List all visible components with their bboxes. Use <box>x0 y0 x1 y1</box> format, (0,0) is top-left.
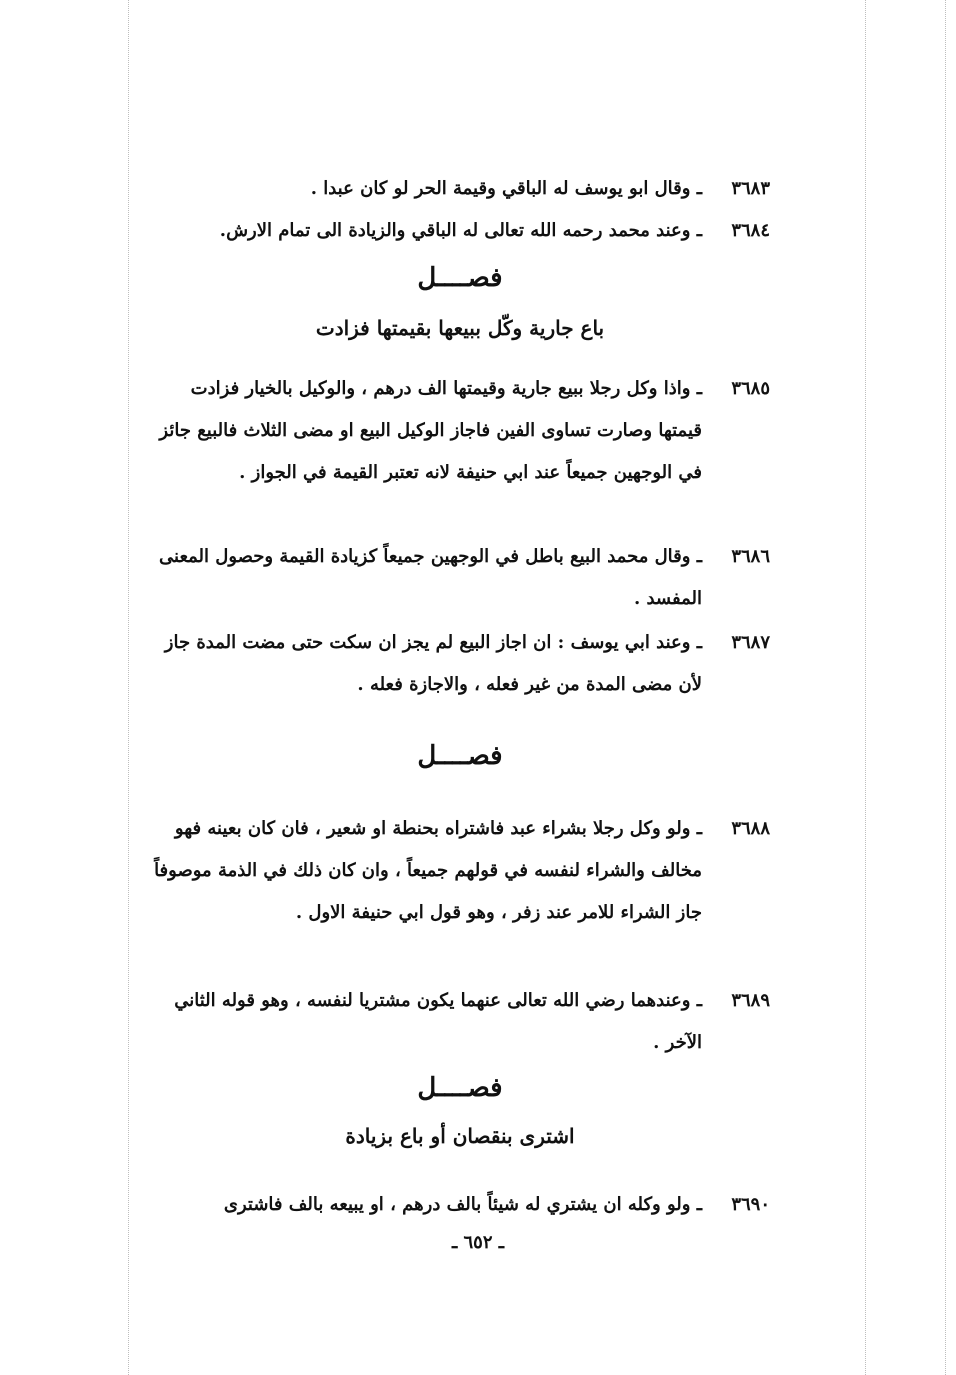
entry-number: ٣٦٨٦ <box>731 546 770 567</box>
section-subheading: باع جارية وكّل ببيعها بقيمتها فزادت <box>315 316 605 340</box>
entry-text: ـ واذا وكل رجلا ببيع جارية وقيمتها الف درهم ، والوكيل بالخيار فزادت قيمتها وصارت تساوى الفين فاجاز الوكيل البيع او مضى الثلاث فالبيع جائز في الوجهين جميعاً عند ابي حنيفة لانه تعتبر القيمة في الجواز . <box>159 378 702 483</box>
entry-text: ـ وعند ابي يوسف : ان اجاز البيع لم يجز ان سكت حتى مضت المدة جاز لأن مضى المدة من غير فعله ، والاجازة فعله . <box>164 632 702 695</box>
entry-number: ٣٦٨٨ <box>731 818 770 839</box>
entry-number: ٣٦٨٩ <box>731 990 770 1011</box>
entry-3688 <box>150 808 770 934</box>
section-heading: فصــــل <box>417 263 503 293</box>
entry-number: ٣٦٨٧ <box>731 632 770 653</box>
entry-3687 <box>150 622 770 706</box>
entry-text: ـ وقال ابو يوسف له الباقي وقيمة الحر لو كان عبدا . <box>310 178 702 199</box>
scan-margin-line <box>945 0 946 1375</box>
section-subheading: اشترى بنقصان أو باع بزيادة <box>345 1124 575 1148</box>
entry-3690 <box>150 1184 770 1226</box>
entry-text: ـ وعند محمد رحمه الله تعالى له الباقي والزيادة الى تمام الارش. <box>219 220 702 241</box>
entry-number: ٣٦٨٣ <box>731 178 770 199</box>
entry-text: ـ وقال محمد البيع باطل في الوجهين جميعاً كزيادة القيمة وحصول المعنى المفسد . <box>159 546 702 609</box>
section-heading: فصــــل <box>417 1073 503 1103</box>
entry-3685 <box>150 368 770 494</box>
entry-text: ـ ولو وكل رجلا بشراء عبد فاشتراه بحنطة او شعير ، فان كان بعينه فهو مخالف والشراء لنفسه في قولهم جميعاً ، وان كان ذلك في الذمة موصوفاً جاز الشراء للامر عند زفر ، وهو قول ابي حنيفة الاول . <box>154 818 702 923</box>
scan-margin-line <box>865 0 866 1375</box>
entry-number: ٣٦٨٥ <box>731 378 770 399</box>
page-number: ـ ٦٥٢ ـ <box>451 1232 505 1253</box>
entry-3684 <box>150 210 770 252</box>
entry-number: ٣٦٩٠ <box>731 1194 770 1215</box>
entry-3689 <box>150 980 770 1064</box>
section-heading: فصــــل <box>417 741 503 771</box>
entry-number: ٣٦٨٤ <box>731 220 770 241</box>
scan-margin-line <box>128 0 129 1375</box>
entry-text: ـ ولو وكله ان يشتري له شيئاً بالف درهم ، او يبيعه بالف فاشترى <box>223 1194 702 1215</box>
entry-3683 <box>150 168 770 210</box>
entry-text: ـ وعندهما رضي الله تعالى عنهما يكون مشتريا لنفسه ، وهو قوله الثاني الآخر . <box>174 990 702 1053</box>
entry-3686 <box>150 536 770 620</box>
